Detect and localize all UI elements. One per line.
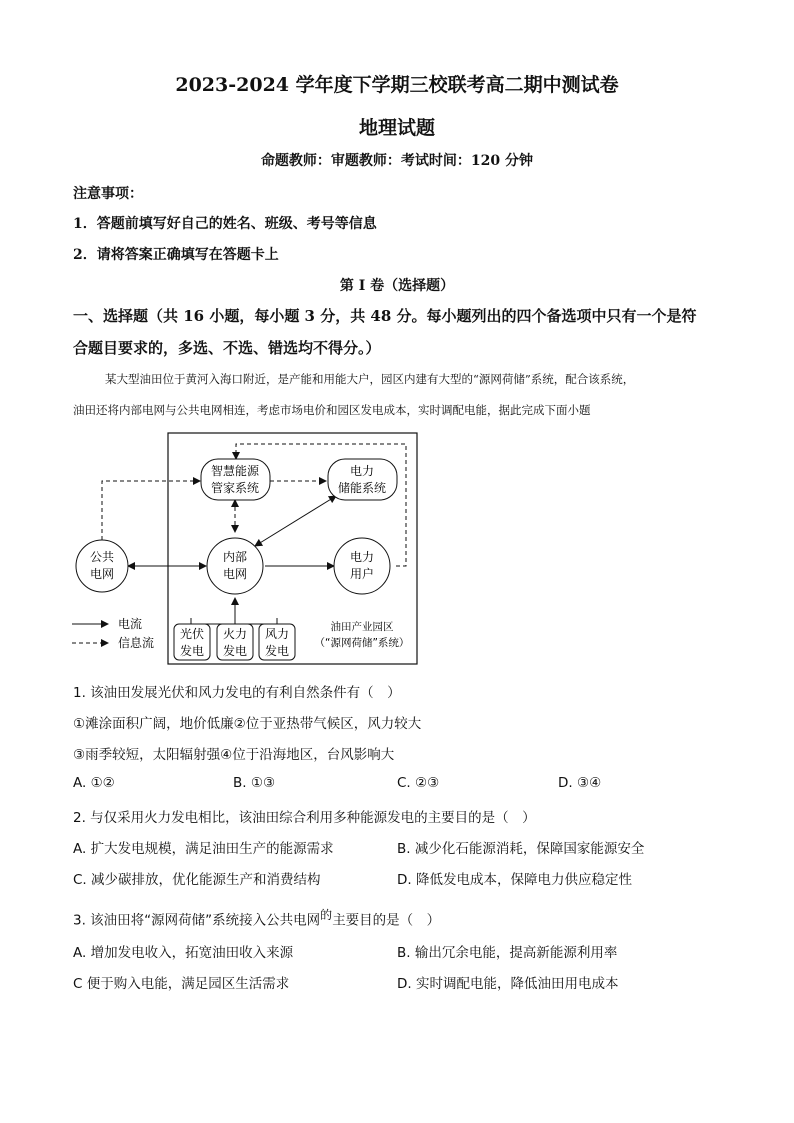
notice-item: 1．答题前填写好自己的姓名、班级、考号等信息 xyxy=(73,216,377,232)
legend-info-label: 信息流 xyxy=(118,636,155,650)
power-users-node xyxy=(334,538,390,594)
option-d: D. 降低发电成本，保障电力供应稳定性 xyxy=(397,872,632,888)
node-label: 电网 xyxy=(222,567,248,581)
exam-meta: 命题教师：审题教师：考试时间：120 分钟 xyxy=(260,153,534,169)
option-a: A. ①② xyxy=(73,775,115,791)
info-flow-line xyxy=(102,481,200,540)
option-d: D. ③④ xyxy=(558,775,602,791)
option-b: B. 输出冗余电能，提高新能源利用率 xyxy=(397,945,618,961)
park-label: 油田产业园区 xyxy=(330,621,394,633)
park-label: （“源网荷储”系统） xyxy=(314,637,410,649)
question-stem: 2. 与仅采用火力发电相比，该油田综合利用多种能源发电的主要目的是（ ） xyxy=(73,810,536,826)
node-label: 电网 xyxy=(89,567,115,581)
energy-system-diagram xyxy=(60,425,430,670)
question-stem-part: 3. 该油田将“源网荷储”系统接入公共电网 xyxy=(73,912,321,929)
node-label: 内部 xyxy=(222,550,248,564)
node-label: 光伏 xyxy=(179,627,205,641)
question-stem: 1. 该油田发展光伏和风力发电的有利自然条件有（ ） xyxy=(73,685,401,701)
section-instructions-line1: 一、选择题（共 16 小题，每小题 3 分，共 48 分。每小题列出的四个备选项中只有一个是符 xyxy=(73,307,697,325)
node-label: 风力 xyxy=(264,627,290,641)
public-grid-node xyxy=(76,540,128,592)
legend-current-label: 电流 xyxy=(118,617,143,631)
option-c: C 便于购入电能，满足园区生活需求 xyxy=(73,976,290,992)
passage-line1: 某大型油田位于黄河入海口附近，是产能和用能大户，园区内建有大型的“源网荷储”系统，配合该系统， xyxy=(105,372,635,386)
internal-grid-node xyxy=(207,538,263,594)
option-c: C. ②③ xyxy=(397,775,440,791)
question-stem xyxy=(73,906,440,929)
section-instructions-line2: 合题目要求的，多选、不选、错选均不得分。） xyxy=(73,339,381,357)
passage-line2: 油田还将内部电网与公共电网相连，考虑市场电价和园区发电成本，实时调配电能，据此完成下面小题 xyxy=(73,403,591,417)
question-statements: ③雨季较短，太阳辐射强④位于沿海地区，台风影响大 xyxy=(73,747,395,763)
node-label: 发电 xyxy=(179,644,205,658)
node-label: 管家系统 xyxy=(210,481,260,495)
volume-heading: 第 I 卷（选择题） xyxy=(339,278,455,294)
subject-title: 地理试题 xyxy=(358,117,435,139)
node-label: 公共 xyxy=(89,550,115,564)
option-b: B. 减少化石能源消耗，保障国家能源安全 xyxy=(397,841,645,857)
option-d: D. 实时调配电能，降低油田用电成本 xyxy=(397,976,619,992)
option-a: A. 增加发电收入，拓宽油田收入来源 xyxy=(73,945,294,961)
node-label: 发电 xyxy=(264,644,290,658)
current-flow-line xyxy=(255,496,336,546)
notice-item: 2．请将答案正确填写在答题卡上 xyxy=(73,247,279,263)
node-label: 智慧能源 xyxy=(210,464,260,478)
node-label: 电力 xyxy=(349,550,375,564)
option-a: A. 扩大发电规模，满足油田生产的能源需求 xyxy=(73,841,334,857)
node-label: 用户 xyxy=(349,567,375,581)
question-stem-sup: 的 xyxy=(320,908,333,922)
notice-heading: 注意事项： xyxy=(73,186,143,202)
node-label: 发电 xyxy=(222,644,248,658)
option-b: B. ①③ xyxy=(233,775,276,791)
question-stem-part: 主要目的是（ ） xyxy=(332,912,441,929)
node-label: 火力 xyxy=(222,627,248,641)
node-label: 电力 xyxy=(349,464,375,478)
exam-title: 2023-2024 学年度下学期三校联考高二期中测试卷 xyxy=(175,74,619,96)
question-statements: ①滩涂面积广阔，地价低廉②位于亚热带气候区，风力较大 xyxy=(73,716,422,732)
option-c: C. 减少碳排放，优化能源生产和消费结构 xyxy=(73,872,321,888)
node-label: 储能系统 xyxy=(337,481,387,495)
